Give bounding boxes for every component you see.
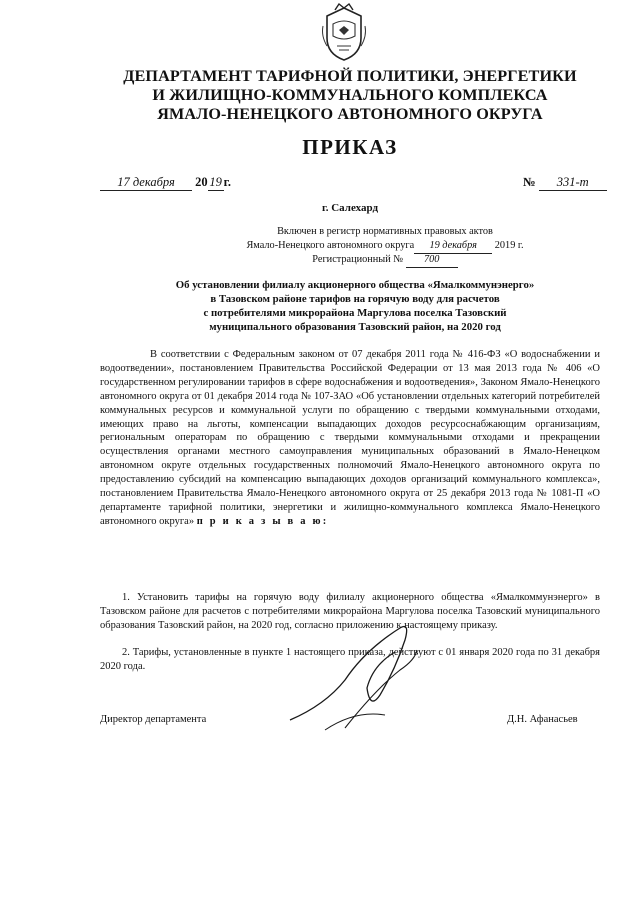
city: г. Салехард [321,202,379,214]
registry-line2-prefix: Ямало-Ненецкого автономного округа [246,240,415,251]
registry-line2 [175,239,595,254]
subject-line4: муниципального образования Тазовский район, на 2020 год [209,321,501,333]
date-year-prefix: 20 [195,175,208,189]
order-word: п р и к а з ы в а ю: [196,515,329,527]
subject-line3: с потребителями микрорайона Маргулова поселка Тазовский [203,307,507,319]
registry-number: 700 [406,253,458,268]
date-day-month: 17 декабря [100,175,192,191]
document-title: ПРИКАЗ [302,135,398,159]
registry-line1: Включен в регистр нормативных правовых актов [277,226,493,237]
order-item-1-text: 1. Установить тарифы на горячую воду филиалу акционерного общества «Ямалкоммунэнерго» в Тазовском районе для расчетов с потребителями микрорайона Маргулова поселка Тазовский муниципального образования Тазовский район, на 2020 год, согласно приложению к настоящему приказу. [100,592,600,631]
subject-line1: Об установлении филиалу акционерного общества «Ямалкоммунэнерго» [175,279,535,291]
order-number [523,175,607,191]
subject-line2: в Тазовском районе тарифов на горячую воду для расчетов [210,293,500,305]
department-name-line2: И ЖИЛИЩНО-КОММУНАЛЬНОГО КОМПЛЕКСА [152,86,548,104]
number-label: № [523,175,536,189]
date-year-handwritten: 19 [209,175,222,189]
number-value: 331-т [539,175,607,191]
preamble-paragraph [100,348,600,529]
department-name-line3: ЯМАЛО-НЕНЕЦКОГО АВТОНОМНОГО ОКРУГА [157,105,543,123]
order-date [100,175,231,191]
order-item-2-text: 2. Тарифы, установленные в пункте 1 настоящего приказа, действуют с 01 января 2020 года по 31 декабря 2020 года. [100,647,600,672]
registry-line2-suffix: 2019 г. [494,240,524,251]
registry-date: 19 декабря [414,239,492,254]
registry-number-label: Регистрационный № [312,254,404,265]
date-year-suffix: г. [223,175,232,189]
handwritten-signature [195,610,485,735]
registry-line3 [175,253,595,268]
director-position: Директор департамента [100,714,207,725]
signer-name: Д.Н. Афанасьев [507,714,578,725]
department-name-line1: ДЕПАРТАМЕНТ ТАРИФНОЙ ПОЛИТИКИ, ЭНЕРГЕТИКИ [123,67,577,85]
coat-of-arms-emblem [319,2,369,64]
preamble-text: В соответствии с Федеральным законом от 07 декабря 2011 года № 416-ФЗ «О водоснабжении и водоотведении», постановлением Правительства Российской Федерации от 13 мая 2013 года № 406 «О государственном регулировании тарифов в сфере водоснабжения и водоотведения», Законом Ямало-Ненецкого автономного округа от 01 декабря 2014 года № 107-ЗАО «Об установлении отдельных категорий потребителей коммунальных ресурсов и коммунальной услуги по обращению с твердыми коммунальными отходами, имеющих право на льготы, компенсации выпадающих доходов ресурсоснабжающим организациям, региональным операторам по обращению с твердыми коммунальными отходами и прекращении осуществления органами местного самоуправления муниципальных образований в Ямало-Ненецком автономном округе отдельных государственных полномочий Ямало-Ненецкого автономного округа по предоставлению субсидий на компенсацию выпадающих доходов организаций коммунального комплекса», постановлением Правительства Ямало-Ненецкого автономного округа от 25 декабря 2013 года № 1081-П «О департаменте тарифной политики, энергетики и жилищно-коммунального комплекса Ямало-Ненецкого автономного округа» [100,349,600,527]
